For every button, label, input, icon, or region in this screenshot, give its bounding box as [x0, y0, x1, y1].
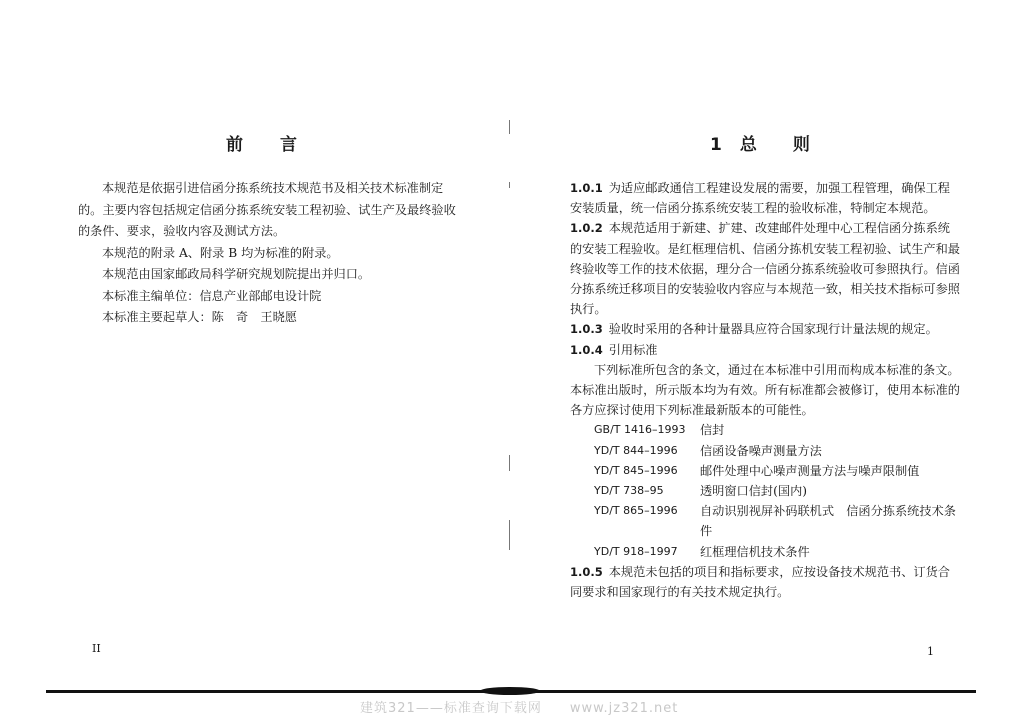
preface-paragraph: 本标准主要起草人：陈 奇 王晓愿 [102, 310, 297, 324]
section-1-0-4 [570, 340, 962, 360]
section-number: 1.0.1 [570, 181, 603, 195]
section-number: 1.0.3 [570, 322, 603, 337]
preface-title-char-2: 言 [280, 135, 298, 155]
chapter-title-char-1: 总 [739, 135, 757, 155]
gutter-mark [509, 520, 510, 550]
reference-item [570, 420, 962, 440]
chapter-title-char-2: 则 [792, 135, 810, 155]
reference-item [570, 441, 962, 461]
section-1-0-2 [570, 218, 962, 319]
chapter-number: 1 [710, 135, 722, 155]
page-number-right: 1 [927, 645, 934, 658]
chapter-title [710, 130, 810, 155]
reference-code: YD/T 845–1996 [594, 463, 678, 477]
reference-title: 自动识别视屏补码联机式 信函分拣系统技术条件 [700, 504, 956, 539]
section-text: 本规范未包括的项目和指标要求，应按设备技术规范书、订货合同要求和国家现行的有关技术规定执行。 [570, 564, 950, 600]
reference-item [570, 501, 962, 541]
section-1-0-3 [570, 319, 962, 339]
reference-intro: 下列标准所包含的条文，通过在本标准中引用而构成本标准的条文。本标准出版时，所示版本均为有效。所有标准都会被修订，使用本标准的各方应探讨使用下列标准最新版本的可能性。 [570, 362, 960, 418]
rules-body [570, 178, 962, 602]
section-1-0-5 [570, 562, 962, 602]
reference-list [570, 420, 962, 561]
reference-title: 信封 [700, 423, 725, 438]
bottom-rule-center-mark [480, 687, 540, 695]
reference-item [570, 542, 962, 562]
section-number: 1.0.5 [570, 564, 603, 579]
preface-paragraph: 本规范是依据引进信函分拣系统技术规范书及相关技术标准制定的。主要内容包括规定信函分拣系统安装工程初验、试生产及最终验收的条件、要求，验收内容及测试方法。 [78, 181, 456, 238]
reference-title: 透明窗口信封(国内) [700, 484, 808, 499]
reference-item [570, 461, 962, 481]
reference-code: YD/T 738–95 [594, 484, 664, 498]
section-text: 本规范适用于新建、扩建、改建邮件处理中心工程信函分拣系统的安装工程验收。是红框理信机、信函分拣机安装工程初验、试生产和最终验收等工作的技术依据，理分合一信函分拣系统验收可参照执行。信函分拣系统迁移项目的安装验收内容应与本规范一致，相关技术指标可参照执行。 [570, 221, 960, 317]
preface-body [78, 178, 460, 329]
reference-code: YD/T 844–1996 [594, 443, 678, 457]
section-text: 为适应邮政通信工程建设发展的需要，加强工程管理，确保工程安装质量，统一信函分拣系统安装工程的验收标准，特制定本规范。 [570, 181, 950, 216]
reference-code: GB/T 1416–1993 [594, 423, 686, 437]
section-text: 验收时采用的各种计量器具应符合国家现行计量法规的规定。 [608, 322, 938, 337]
section-number: 1.0.2 [570, 221, 603, 236]
gutter-mark [509, 455, 510, 471]
preface-title-char-1: 前 [226, 135, 244, 155]
preface-paragraph: 本规范由国家邮政局科学研究规划院提出并归口。 [102, 267, 371, 281]
section-number: 1.0.4 [570, 342, 603, 357]
preface-paragraph: 本规范的附录 A、附录 B 均为标准的附录。 [102, 245, 339, 260]
site-watermark: 建筑321——标准查询下载网 www.jz321.net [360, 701, 679, 716]
section-1-0-1 [570, 178, 962, 218]
reference-title: 邮件处理中心噪声测量方法与噪声限制值 [700, 463, 920, 478]
gutter-mark [509, 120, 510, 134]
reference-code: YD/T 918–1997 [594, 544, 678, 558]
preface-title [226, 130, 298, 155]
reference-item [570, 481, 962, 501]
right-page [512, 0, 1024, 724]
preface-paragraph: 本标准主编单位：信息产业部邮电设计院 [102, 288, 322, 303]
page-number-left: II [92, 642, 101, 655]
section-text: 引用标准 [608, 342, 658, 357]
reference-title: 信函设备噪声测量方法 [700, 443, 822, 458]
reference-code: YD/T 865–1996 [594, 504, 678, 518]
gutter-mark [509, 182, 510, 188]
reference-title: 红框理信机技术条件 [700, 544, 810, 559]
